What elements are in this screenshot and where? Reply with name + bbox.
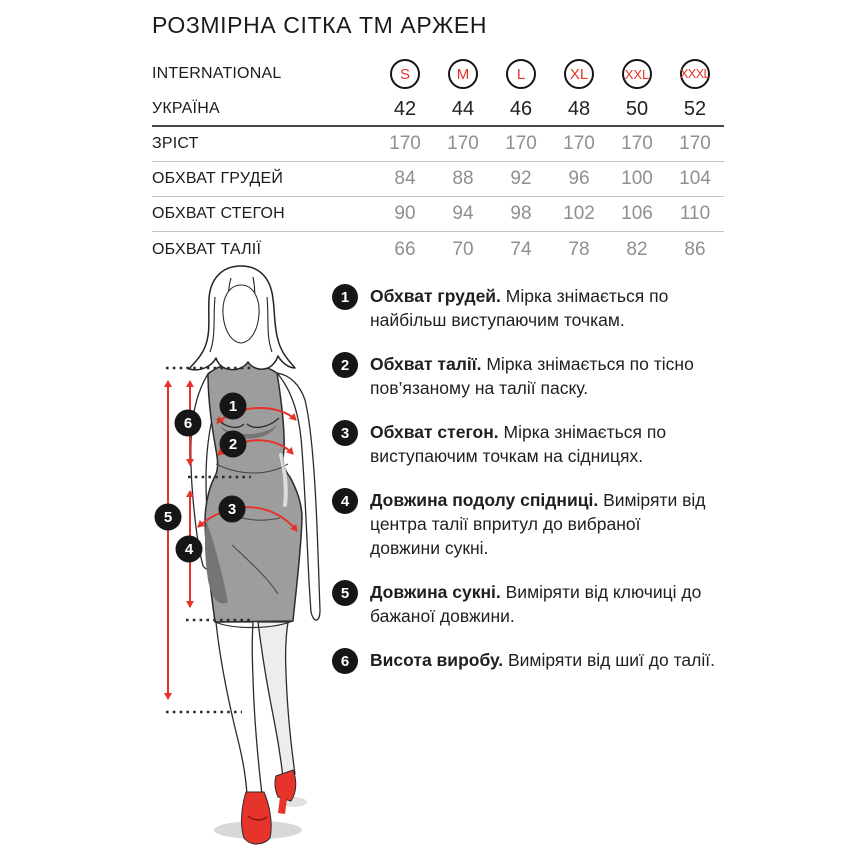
size-table — [152, 55, 724, 267]
size-badge-xxxl: XXXL — [680, 59, 710, 89]
instruction-item-3 — [332, 420, 732, 468]
size-guide-figure — [140, 258, 335, 850]
cell-value: 70 — [452, 238, 474, 260]
instruction-term: Обхват стегон. — [370, 422, 499, 442]
cell-value: 90 — [394, 203, 416, 224]
cell-value: 170 — [505, 133, 537, 154]
cell-value: 170 — [621, 133, 653, 154]
cell-value: 94 — [452, 203, 474, 224]
cell-value: 106 — [621, 203, 653, 224]
table-row-international — [152, 55, 724, 93]
instruction-item-4 — [332, 488, 732, 560]
instruction-text: Мірка знімається по виступаючим точкам на сідницях. — [370, 422, 667, 466]
instruction-term: Висота виробу. — [370, 650, 504, 670]
instruction-text: Виміряти від центра талії впритул до вибраної довжини сукні. — [370, 490, 706, 558]
cell-value: 84 — [394, 168, 416, 189]
size-badge-l: L — [506, 59, 536, 89]
ua-size: 48 — [567, 97, 591, 120]
page-title: РОЗМІРНА СІТКА ТМ АРЖЕН — [152, 12, 488, 38]
table-row-ukraine — [152, 93, 724, 127]
instruction-term: Обхват талії. — [370, 354, 482, 374]
cell-value: 74 — [510, 238, 532, 260]
size-badge-m: M — [448, 59, 478, 89]
instruction-text: Виміряти від ключиці до бажаної довжини. — [370, 582, 702, 626]
instruction-number: 5 — [332, 580, 358, 606]
table-row-hips — [152, 197, 724, 232]
cell-value: 82 — [626, 238, 648, 260]
instruction-term: Довжина сукні. — [370, 582, 501, 602]
cell-value: 78 — [568, 238, 590, 260]
size-badge-xxl: XXL — [622, 59, 652, 89]
figure-legs — [216, 622, 295, 795]
instruction-number: 1 — [332, 284, 358, 310]
ua-size: 44 — [451, 97, 475, 120]
instruction-term: Довжина подолу спідниці. — [370, 490, 599, 510]
instruction-text: Мірка знімається по тісно пов’язаному на талії паску. — [370, 354, 694, 398]
cell-value: 110 — [679, 203, 711, 224]
cell-value: 170 — [389, 133, 421, 154]
row-label: ОБХВАТ СТЕГОН — [152, 205, 285, 222]
instruction-item-1 — [332, 284, 732, 332]
cell-value: 98 — [510, 203, 532, 224]
ua-size: 50 — [625, 97, 649, 120]
cell-value: 92 — [510, 168, 532, 189]
instruction-number: 2 — [332, 352, 358, 378]
cell-value: 170 — [679, 133, 711, 154]
cell-value: 104 — [679, 168, 711, 189]
instruction-text: Мірка знімається по найбільш виступаючим точкам. — [370, 286, 669, 330]
cell-value: 170 — [447, 133, 479, 154]
figure-marker-1: 1 — [228, 398, 238, 415]
cell-value: 170 — [563, 133, 595, 154]
ua-size: 52 — [683, 97, 707, 120]
row-label: ЗРІСТ — [152, 135, 199, 152]
instruction-term: Обхват грудей. — [370, 286, 501, 306]
instruction-text: Виміряти від шиї до талії. — [507, 650, 715, 670]
instruction-number: 4 — [332, 488, 358, 514]
instruction-number: 3 — [332, 420, 358, 446]
size-badge-xl: XL — [564, 59, 594, 89]
measurement-instructions — [332, 284, 732, 674]
ua-size: 46 — [509, 97, 533, 120]
figure-marker-3: 3 — [227, 501, 237, 518]
figure-dress — [205, 362, 302, 628]
cell-value: 96 — [568, 168, 590, 189]
size-badge-s: S — [390, 59, 420, 89]
cell-value: 102 — [563, 203, 595, 224]
table-row-chest — [152, 162, 724, 197]
ua-size: 42 — [393, 97, 417, 120]
figure-face — [223, 285, 259, 343]
row-label-ukraine: УКРАЇНА — [152, 100, 220, 117]
cell-value: 66 — [394, 238, 416, 260]
instruction-number: 6 — [332, 648, 358, 674]
figure-marker-6: 6 — [183, 415, 193, 432]
cell-value: 88 — [452, 168, 474, 189]
instruction-item-2 — [332, 352, 732, 400]
instruction-item-5 — [332, 580, 732, 628]
instruction-item-6 — [332, 648, 732, 674]
row-label-international: INTERNATIONAL — [152, 65, 282, 82]
row-label: ОБХВАТ ГРУДЕЙ — [152, 170, 284, 187]
figure-marker-2: 2 — [228, 436, 238, 453]
row-label: ОБХВАТ ТАЛІЇ — [152, 240, 262, 258]
cell-value: 86 — [684, 238, 706, 260]
figure-marker-5: 5 — [163, 509, 173, 526]
cell-value: 100 — [621, 168, 653, 189]
figure-marker-4: 4 — [184, 541, 194, 558]
table-row-height — [152, 127, 724, 162]
